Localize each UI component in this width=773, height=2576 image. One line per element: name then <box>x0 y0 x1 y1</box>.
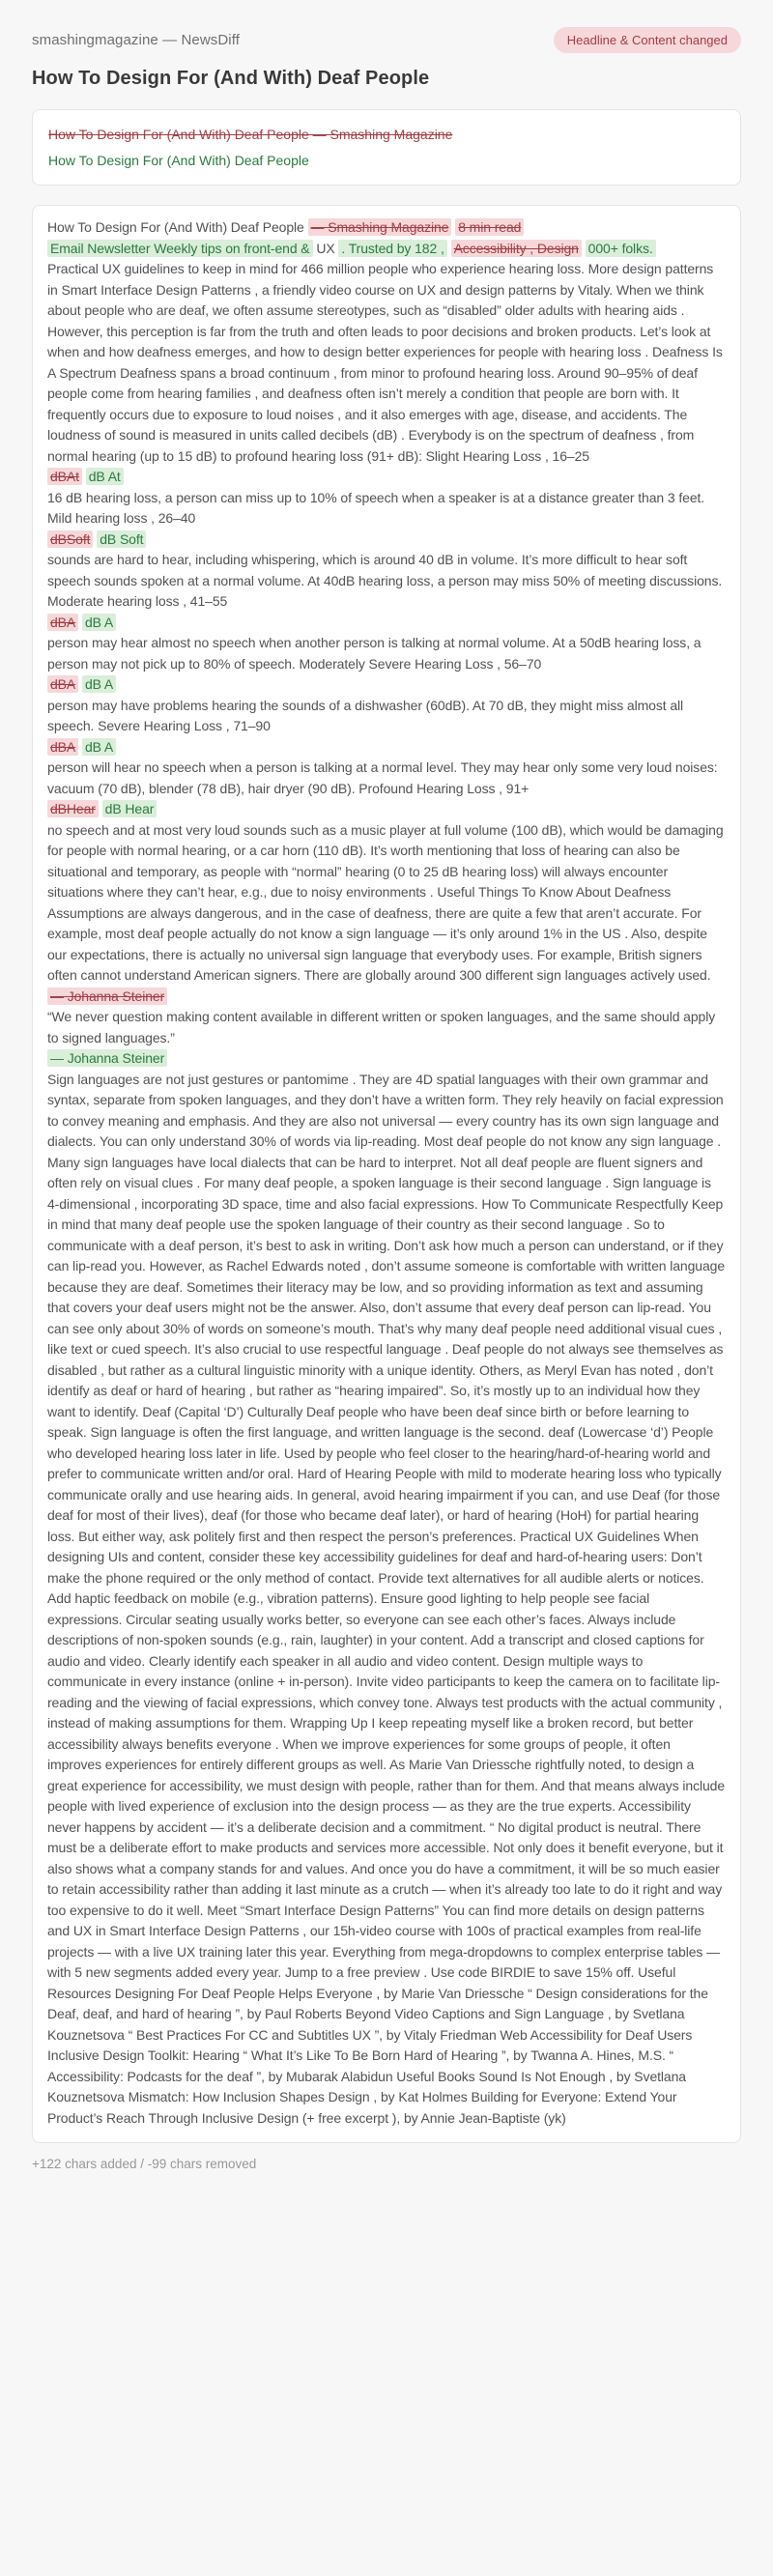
diff-text: person may have problems hearing the sounds of a dishwasher (60dB). At 70 dB, they might miss almost all speech. Severe Hearing Loss , 71–90 <box>47 697 684 733</box>
diff-block <box>47 696 726 737</box>
diff-segment-added: dB Soft <box>97 530 146 548</box>
diff-block <box>47 820 726 987</box>
diff-text: person will hear no speech when a person is talking at a normal level. They may hear only some very loud noises: vacuum (70 dB), blender (78 dB), hair dryer (90 dB). Profound Hearing Loss , 91+ <box>47 759 718 796</box>
diff-block <box>47 550 726 613</box>
diff-text: no speech and at most very loud sounds such as a music player at full volume (100 dB), which would be damaging for people with normal hearing, or a car horn (110 dB). It’s worth mentioning that loss of hearing can also be situational and temporary, as people with “normal” hearing (0 to 25 dB hearing loss) will always encounter situations where they can’t hear, e.g., due to noisy environments . Useful Things To Know About Deafness Assumptions are always dangerous, and in the case of deafness, there are quite a few that aren’t accurate. For example, most deaf people actually do not know a sign language — it’s only around 1% in the US . Also, despite our expectations, there is actually no universal sign language that everybody uses. For example, British signers often cannot understand American signers. There are globally around 300 different sign languages actively used. <box>47 821 724 983</box>
diff-segment-removed: dBA <box>47 738 78 756</box>
content-diff-card <box>32 205 741 2143</box>
diff-text: How To Design For (And With) Deaf People <box>47 219 308 235</box>
diff-text <box>447 241 451 256</box>
status-badge: Headline & Content changed <box>554 27 741 53</box>
diff-segment-added: . Trusted by 182 , <box>338 240 446 257</box>
diff-segment-removed: dBSoft <box>47 530 93 548</box>
page-title: How To Design For (And With) Deaf People <box>32 68 430 89</box>
diff-block <box>47 239 726 260</box>
diff-block <box>47 674 726 696</box>
diff-text: “We never question making content available in different written or spoken languages, and the same should apply to signed languages.” <box>47 1009 716 1045</box>
diff-segment-removed: dBHear <box>47 800 99 817</box>
diff-summary: +122 chars added / -99 chars removed <box>32 2157 257 2171</box>
diff-segment-removed: dBAt <box>47 468 82 485</box>
diff-segment-added: dB A <box>82 675 116 693</box>
diff-content <box>47 217 726 2129</box>
diff-block <box>47 633 726 674</box>
diff-segment-removed: dBA <box>47 675 78 693</box>
diff-block <box>47 259 726 467</box>
removed-headline: How To Design For (And With) Deaf People — Smashing Magazine <box>48 127 453 142</box>
diff-block <box>47 758 726 799</box>
diff-segment-removed: — Smashing Magazine <box>308 218 452 236</box>
diff-segment-added: dB A <box>82 738 116 756</box>
diff-block <box>47 613 726 634</box>
diff-segment-added: dB At <box>86 468 124 485</box>
diff-block <box>47 737 726 758</box>
diff-block <box>47 488 726 530</box>
diff-text: sounds are hard to hear, including whispering, which is around 40 dB in volume. It’s more difficult to hear soft speech sounds spoken at a normal volume. At 40dB hearing loss, a person may miss 50% of meeting discussions. Moderate hearing loss , 41–55 <box>47 552 723 609</box>
diff-block <box>47 1070 726 2130</box>
source-label: smashingmagazine — NewsDiff <box>32 32 241 48</box>
diff-block <box>47 217 726 239</box>
diff-block <box>47 530 726 551</box>
diff-text: Practical UX guidelines to keep in mind for 466 million people who experience hearing loss. More design patterns in Smart Interface Design Patterns , a friendly video course on UX and design patterns by Vitaly. When we think about people who are deaf, we often assume stereotypes, such as “disabled” older adults with hearing aids . However, this perception is far from the truth and often leads to poor decisions and broken products. Let’s look at when and how deafness emerges, and how to design better experiences for people with hearing loss . Deafness Is A Spectrum Deafness spans a broad continuum , from minor to profound hearing loss. Around 90–95% of deaf people come from hearing families , and deafness often isn’t merely a condition that people are born with. It frequently occurs due to exposure to loud noises , and it also emerges with age, disease, and accidents. The loudness of sound is measured in units called decibels (dB) . Everybody is on the spectrum of deafness , from normal hearing (up to 15 dB) to profound hearing loss (91+ dB): Slight Hearing Loss , 16–25 <box>47 261 723 464</box>
diff-segment-removed: — Johanna Steiner <box>47 987 167 1005</box>
diff-block <box>47 467 726 488</box>
diff-text: person may hear almost no speech when another person is talking at normal volume. At a 50dB hearing loss, a person may not pick up to 80% of speech. Moderately Severe Hearing Loss , 56–70 <box>47 635 701 672</box>
diff-segment-added: Email Newsletter Weekly tips on front-end & <box>47 240 313 257</box>
diff-block <box>47 1048 726 1070</box>
diff-text: 16 dB hearing loss, a person can miss up to 10% of speech when a speaker is at a distance greater than 3 feet. Mild hearing loss , 26–40 <box>47 489 705 526</box>
diff-block <box>47 1007 726 1048</box>
diff-text: UX <box>312 240 339 256</box>
diff-segment-added: dB A <box>82 614 116 631</box>
diff-segment-added: 000+ folks. <box>586 240 656 257</box>
diff-segment-removed: dBA <box>47 614 78 631</box>
page-header <box>32 27 741 53</box>
headline-diff-card <box>32 109 741 186</box>
diff-segment-added: — Johanna Steiner <box>47 1049 167 1067</box>
diff-block <box>47 987 726 1008</box>
diff-text: Sign languages are not just gestures or pantomime . They are 4D spatial languages with their own grammar and syntax, separate from spoken languages, and they don’t have a written form. They rely heavily on facial expression to convey meaning and emphasis. And they are also not universal — every country has its own sign language and dialects. You can only understand 30% of words via lip-reading. Most deaf people do not know any sign language . Many sign languages have local dialects that can be hard to interpret. Not all deaf people are fluent signers and often rely on visual clues . For many deaf people, a spoken language is their second language . Sign language is 4-dimensional , incorporating 3D space, time and also facial expressions. How To Communicate Respectfully Keep in mind that many deaf people use the spoken language of their country as their second language . So to communicate with a deaf person, it’s best to ask in writing. Don’t ask how much a person can understand, or if they can lip-read you. However, as Rachel Edwards noted , don’t assume someone is comfortable with written language because they are deaf. Sometimes their literacy may be low, and so providing information as text and assuming that covers your deaf users might not be the answer. Also, don’t assume that every deaf person can lip-read. You can see only about 30% of words on someone’s mouth. That’s why many deaf people need additional visual cues , like text or cued speech. It’s also crucial to use respectful language . Deaf people do not always see themselves as disabled , but rather as a cultural linguistic minority with a unique identity. Others, as Meryl Evan has noted , don’t identify as deaf or hard of hearing , but rather as “hearing impaired”. So, it’s mostly up to an individual how they want to identify. Deaf (Capital ‘D’) Culturally Deaf people who have been deaf since birth or before learning to speak. Sign language is often the first language, and written language is the second. deaf (Lowercase ‘d’) People who developed hearing loss later in life. Used by people who feel closer to the hearing/hard-of-hearing world and prefer to communicate written and/or oral. Hard of Hearing People with mild to moderate hearing loss who typically communicate orally and use hearing aids. In general, avoid hearing impairment if you can, and use Deaf (for those deaf for most of their lives), deaf (for those who became deaf later), or hard of hearing (HoH) for partial hearing loss. But either way, ask politely first and then respect the person’s preferences. Practical UX Guidelines When designing UIs and content, consider these key accessibility guidelines for deaf and hard-of-hearing users: Don’t make the phone required or the only method of contact. Provide text alternatives for all audible alerts or notices. Add haptic feedback on mobile (e.g., vibration patterns). Ensure good lighting to help people see facial expressions. Circular seating usually works better, so everyone can see each other’s faces. Always include descriptions of non-spoken sounds (e.g., rain, laughter) in your content. Add a transcript and closed captions for audio and video. Clearly identify each speaker in all audio and video content. Design multiple ways to communicate in every instance (online + in-person). Invite video participants to keep the camera on to facilitate lip-reading and the viewing of facial expressions, which convey tone. Always test products with the actual community , instead of making assumptions for them. Wrapping Up I keep repeating myself like a broken record, but better accessibility always benefits everyone . When we improve experiences for some groups of people, it often improves experiences for entirely different groups as well. As Marie Van Driessche rightfully noted, to design a great experience for accessibility, we must design with people, rather than for them. And that means always include people with lived experience of exclusion into the design process — as they are the true experts. Accessibility never happens by accident — it’s a deliberate decision and a commitment. “ No digital product is neutral. There must be a deliberate effort to make products and services more accessible. Not only does it benefit everyone, but it also shows what a company stands for and values. And once you do have a commitment, it will be so much easier to retain accessibility rather than adding it last minute as a crutch — when it’s already too late to do it right and way too expensive to do it well. Meet “Smart Interface Design Patterns” You can find more details on design patterns and UX in Smart Interface Design Patterns , our 15h-video course with 100s of practical examples from real-life projects — with a live UX training later this year. Everything from mega-dropdowns to complex enterprise tables — with 5 new segments added every year. Jump to a free preview . Use code BIRDIE to save 15% off. Useful Resources Designing For Deaf People Helps Everyone , by Marie Van Driessche “ Design considerations for the Deaf, deaf, and hard of hearing ”, by Paul Roberts Beyond Video Captions and Sign Language , by Svetlana Kouznetsova “ Best Practices For CC and Subtitles UX ”, by Vitaly Friedman Web Accessibility for Deaf Users Inclusive Design Toolkit: Hearing “ What It’s Like To Be Born Hard of Hearing ”, by Twanna A. Hines, M.S. “ Accessibility: Podcasts for the deaf ”, by Mubarak Alabidun Useful Books Sound Is Not Enough , by Svetlana Kouznetsova Mismatch: How Inclusion Shapes Design , by Kat Holmes Building for Everyone: Extend Your Product’s Reach Through Inclusive Design (+ free excerpt ), by Annie Jean-Baptiste (yk) <box>47 1071 726 2126</box>
added-headline: How To Design For (And With) Deaf People <box>48 153 309 168</box>
diff-block <box>47 799 726 820</box>
diff-segment-removed: Accessibility , Design <box>451 240 582 257</box>
diff-segment-removed: 8 min read <box>455 218 524 236</box>
diff-segment-added: dB Hear <box>102 800 157 817</box>
